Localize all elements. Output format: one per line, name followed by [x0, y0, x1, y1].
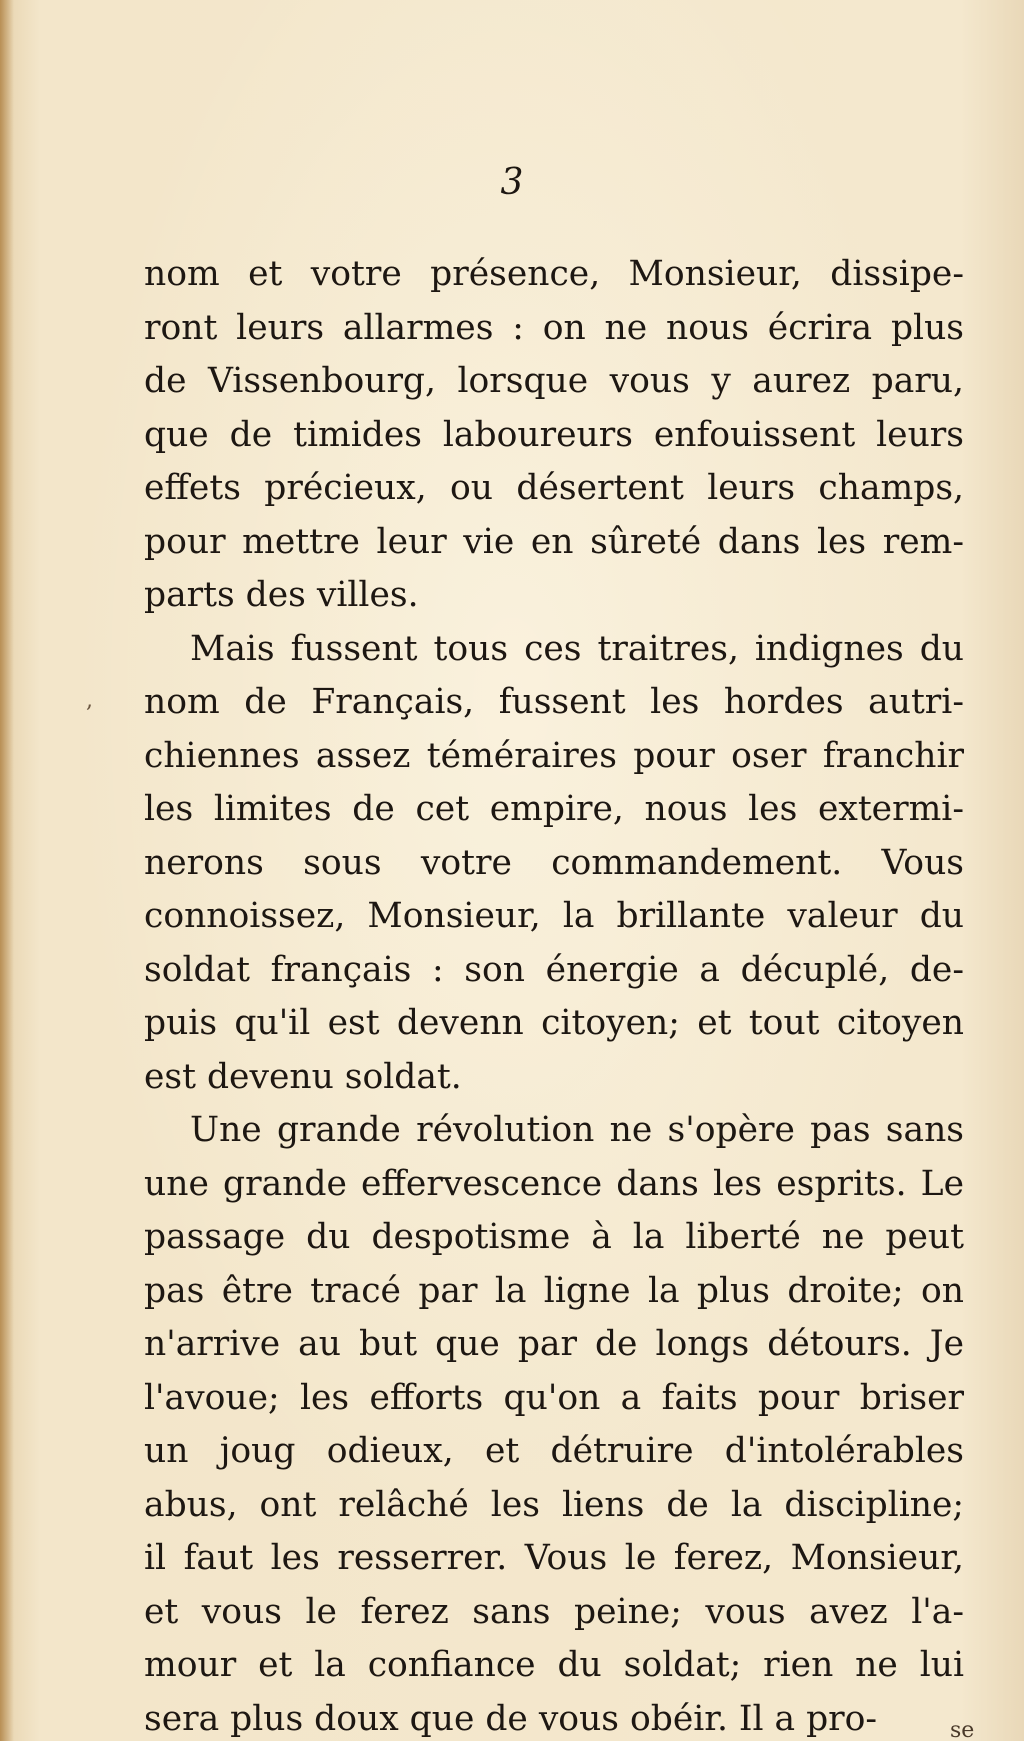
text-line: il faut les resserrer. Vous le ferez, Monsieur, [144, 1538, 964, 1578]
body-text [144, 248, 964, 1741]
text-line: et vous le ferez sans peine; vous avez l'a- [144, 1591, 964, 1632]
text-line: effets précieux, ou désertent leurs champs, [144, 468, 964, 508]
text-line: soldat français : son énergie a décuplé, de- [144, 949, 964, 990]
text-line: parts des villes. [144, 575, 419, 615]
text-line: les limites de cet empire, nous les extermi- [144, 789, 964, 829]
text-line: sera plus doux que de vous obéir. Il a pro- [144, 1698, 878, 1739]
margin-mark: , [86, 688, 93, 713]
text-line: nom et votre présence, Monsieur, dissipe- [144, 254, 964, 294]
text-line: puis qu'il est devenn citoyen; et tout citoyen [144, 1003, 964, 1043]
text-line: est devenu soldat. [144, 1056, 462, 1097]
text-line: Une grande révolution ne s'opère pas sans [190, 1110, 964, 1150]
page-number: 3 [500, 162, 524, 203]
text-line: nerons sous votre commandement. Vous [144, 842, 964, 883]
text-line: que de timides laboureurs enfouissent leurs [144, 414, 964, 455]
text-line: abus, ont relâché les liens de la discipline; [144, 1484, 964, 1525]
text-line: pour mettre leur vie en sûreté dans les rem- [144, 521, 964, 562]
text-line: pas être tracé par la ligne la plus droite; on [144, 1270, 964, 1311]
text-line: ront leurs allarmes : on ne nous écrira plus [144, 307, 964, 348]
text-line: l'avoue; les efforts qu'on a faits pour briser [144, 1377, 964, 1418]
text-line: Mais fussent tous ces traitres, indignes du [190, 628, 964, 669]
text-line: de Vissenbourg, lorsque vous y aurez paru, [144, 361, 964, 401]
text-line: un joug odieux, et détruire d'intolérables [144, 1431, 964, 1471]
text-line: nom de Français, fussent les hordes autri- [144, 682, 964, 722]
text-line: passage du despotisme à la liberté ne peut [144, 1217, 964, 1257]
page-gutter-shadow [0, 0, 14, 1741]
text-line: une grande effervescence dans les esprits. Le [144, 1163, 964, 1204]
paragraph [144, 623, 964, 1105]
paragraph [144, 248, 964, 623]
catchword: se [950, 1718, 975, 1741]
text-line: connoissez, Monsieur, la brillante valeur du [144, 896, 964, 936]
paragraph [144, 1104, 964, 1741]
text-line: chiennes assez téméraires pour oser franchir [144, 735, 964, 776]
text-line: mour et la confiance du soldat; rien ne lui [144, 1645, 964, 1685]
text-line: n'arrive au but que par de longs détours. Je [144, 1324, 964, 1364]
